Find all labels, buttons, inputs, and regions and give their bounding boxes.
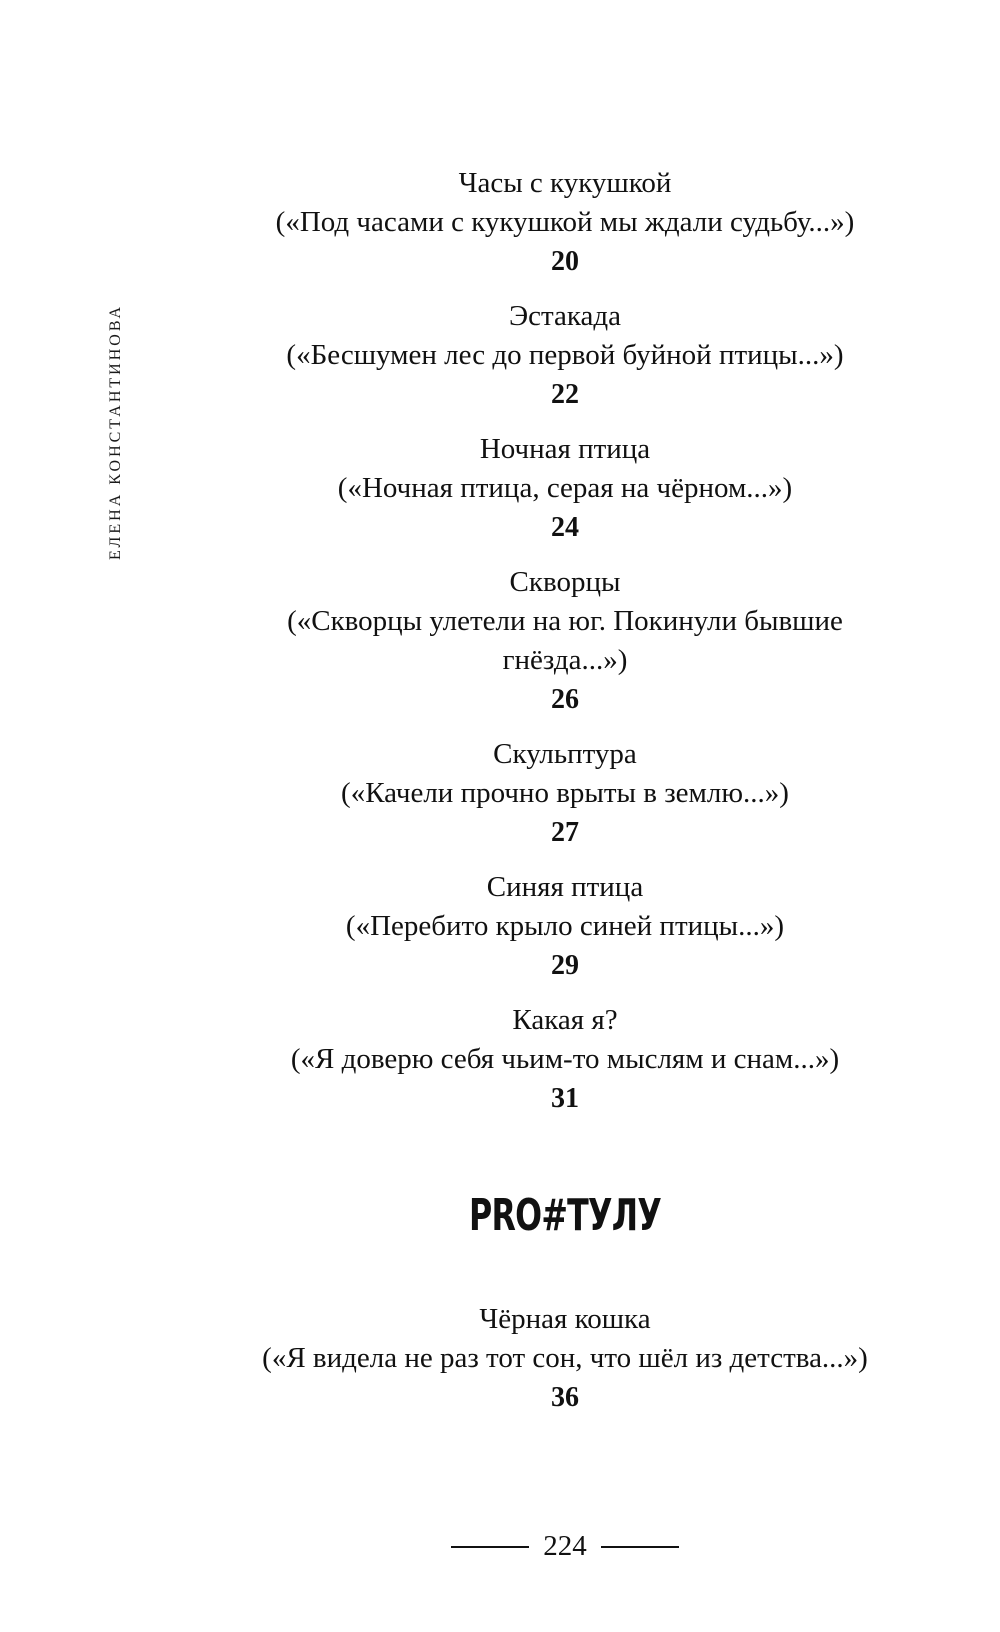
entry-title: Ночная птица — [479, 433, 651, 465]
toc-entry — [150, 735, 980, 852]
entry-page-number: 26 — [551, 684, 579, 715]
toc-entry — [150, 868, 980, 985]
running-author-name: ЕЛЕНА КОНСТАНТИНОВА — [107, 303, 124, 561]
entry-first-line: («Ночная птица, серая на чёрном...») — [337, 472, 793, 504]
entry-title: Какая я? — [512, 1004, 618, 1036]
toc-entry — [150, 164, 980, 281]
entry-page-number: 20 — [551, 246, 579, 277]
entry-first-line: («Я доверю себя чьим-то мыслям и снам...») — [290, 1043, 840, 1075]
entry-first-line: («Скворцы улетели на юг. Покинули бывшие гнёзда...») — [287, 605, 843, 676]
table-of-contents — [150, 164, 980, 1433]
toc-entry — [150, 563, 980, 719]
toc-entry — [150, 297, 980, 414]
footer-rule-right — [601, 1546, 679, 1548]
entry-title: Синяя птица — [486, 871, 644, 903]
entry-page-number: 31 — [551, 1083, 579, 1114]
toc-entry — [150, 430, 980, 547]
toc-entry — [150, 1001, 980, 1118]
entry-title: Скворцы — [509, 566, 621, 598]
entry-page-number: 27 — [551, 817, 579, 848]
entry-first-line: («Перебито крыло синей птицы...») — [345, 910, 785, 942]
entry-page-number: 22 — [551, 379, 579, 410]
entry-first-line: («Я видела не раз тот сон, что шёл из детства...») — [262, 1342, 868, 1374]
page-footer — [150, 1530, 980, 1563]
section-heading: PRO#ТУЛУ — [468, 1190, 662, 1241]
page-number: 224 — [543, 1530, 587, 1562]
entry-first-line: («Бесшумен лес до первой буйной птицы...») — [286, 339, 844, 371]
entry-title: Чёрная кошка — [479, 1303, 651, 1335]
entry-page-number: 29 — [551, 950, 579, 981]
entry-first-line: («Качели прочно врыты в землю...») — [341, 777, 789, 809]
entry-page-number: 24 — [551, 512, 579, 543]
entry-first-line: («Под часами с кукушкой мы ждали судьбу...») — [275, 206, 855, 238]
entry-title: Часы с кукушкой — [458, 167, 672, 199]
entry-title: Эстакада — [508, 300, 622, 332]
entry-title: Скульптура — [493, 738, 637, 770]
toc-entry — [150, 1300, 980, 1417]
entry-page-number: 36 — [551, 1382, 579, 1413]
footer-rule-left — [451, 1546, 529, 1548]
